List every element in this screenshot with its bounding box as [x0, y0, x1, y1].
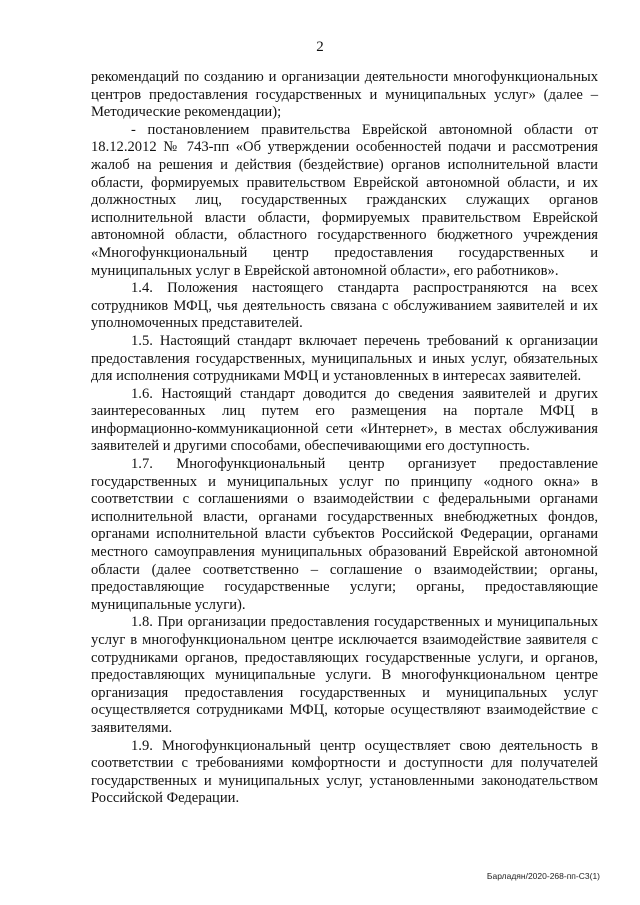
paragraph-1-8: 1.8. При организации предоставления государственных и муниципальных услуг в многофункциональном центре исключается взаимодействие заявителя с сотрудниками органов, предоставляющих государственные услуги, и органов, предоставляющих муниципальные услуги. В многофункциональном центре организация предоставления государственных и муниципальных услуг осуществляется сотрудниками МФЦ, которые осуществляют взаимодействие с заявителями.	[91, 614, 598, 736]
page-number: 2	[316, 39, 324, 55]
paragraph-1-4: 1.4. Положения настоящего стандарта распространяются на всех сотрудников МФЦ, чья деятельность связана с обслуживанием заявителей и их уполномоченных представителей.	[91, 280, 598, 332]
paragraph-1-6: 1.6. Настоящий стандарт доводится до сведения заявителей и других заинтересованных лиц путем его размещения на портале МФЦ в информационно-коммуникационной сети «Интернет», в местах обслуживания заявителей и другими способами, обеспечивающими его доступность.	[91, 385, 598, 455]
paragraph-methodical-recommendations: рекомендаций по созданию и организации деятельности многофункциональных центров предоставления государственных и муниципальных услуг» (далее – Методические рекомендации);	[91, 69, 598, 121]
document-body	[91, 69, 598, 808]
paragraph-resolution-743-pp: - постановлением правительства Еврейской автономной области от 18.12.2012 № 743-пп «Об утверждении особенностей подачи и рассмотрения жалоб на решения и действия (бездействие) органов исполнительной власти области, формируемых правительством Еврейской автономной области, и их должностных лиц, государственных гражданских служащих органов исполнительной власти области, формируемых правительством Еврейской автономной области, областного государственного бюджетного учреждения «Многофункциональный центр предоставления государственных и муниципальных услуг в Еврейской автономной области», его работников».	[91, 121, 598, 279]
document-registration-code: Барладян/2020-268-пп-С3(1)	[486, 871, 600, 881]
paragraph-1-5: 1.5. Настоящий стандарт включает перечень требований к организации предоставления государственных, муниципальных и иных услуг, обязательных для исполнения сотрудниками МФЦ и установленных в интересах заявителей.	[91, 332, 598, 385]
paragraph-1-9: 1.9. Многофункциональный центр осуществляет свою деятельность в соответствии с требованиями комфортности и доступности для получателей государственных и муниципальных услуг, установленными законодательством Российской Федерации.	[91, 737, 598, 807]
paragraph-1-7: 1.7. Многофункциональный центр организует предоставление государственных и муниципальных услуг по принципу «одного окна» в соответствии с соглашениями о взаимодействии с федеральными органами исполнительной власти, органами государственных внебюджетных фондов, органами исполнительной власти субъектов Российской Федерации, органами местного самоуправления муниципальных образований Еврейской автономной области (далее соответственно – соглашение о взаимодействии; органы, предоставляющие государственные услуги; органы, предоставляющие муниципальные услуги).	[91, 456, 598, 613]
